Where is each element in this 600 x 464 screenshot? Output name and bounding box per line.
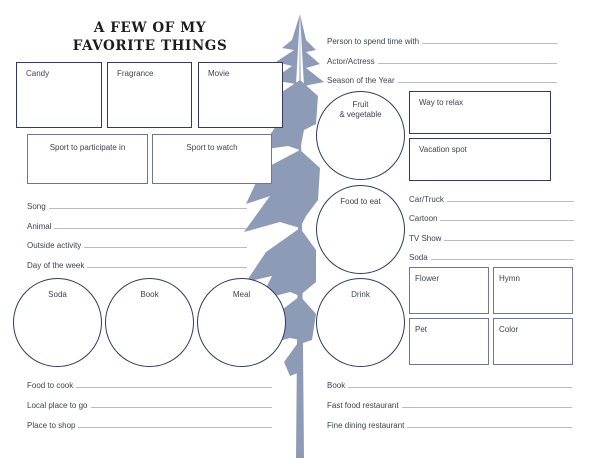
song-rule xyxy=(49,207,247,209)
meal-circle-label: Meal xyxy=(232,290,251,299)
outside-activity-line[interactable] xyxy=(27,238,247,250)
book-line-label: Book xyxy=(327,381,346,390)
color-label: Color xyxy=(499,325,519,334)
local-place-label: Local place to go xyxy=(27,401,88,410)
way-to-relax-label: Way to relax xyxy=(419,98,464,107)
person-rule xyxy=(422,42,557,44)
song-line[interactable] xyxy=(27,199,247,211)
season-label: Season of the Year xyxy=(327,76,395,85)
person-label: Person to spend time with xyxy=(327,37,420,46)
day-of-week-rule xyxy=(87,266,247,268)
hymn-box[interactable] xyxy=(493,267,573,314)
page-title-line2: FAVORITE THINGS xyxy=(72,38,228,54)
fast-food-rule xyxy=(402,406,572,408)
flower-label: Flower xyxy=(415,274,440,283)
place-to-shop-label: Place to shop xyxy=(27,421,76,430)
fine-dining-rule xyxy=(407,426,572,428)
tv-show-label: TV Show xyxy=(409,234,442,243)
candy-label: Candy xyxy=(26,69,50,78)
actor-line[interactable] xyxy=(327,54,557,66)
animal-line[interactable] xyxy=(27,219,247,231)
tv-show-rule xyxy=(444,239,574,241)
way-to-relax-box[interactable] xyxy=(409,91,551,134)
day-of-week-label: Day of the week xyxy=(27,261,85,270)
day-of-week-line[interactable] xyxy=(27,258,247,270)
animal-rule xyxy=(54,227,247,229)
fruit-vegetable-label: Fruit & vegetable xyxy=(339,100,382,119)
soda-rule xyxy=(431,258,574,260)
book-circle-label: Book xyxy=(140,290,159,299)
place-to-shop-rule xyxy=(78,426,272,428)
cartoon-line[interactable] xyxy=(409,211,574,223)
movie-label: Movie xyxy=(208,69,230,78)
fragrance-label: Fragrance xyxy=(117,69,154,78)
book-rule xyxy=(348,386,572,388)
movie-box[interactable] xyxy=(198,62,283,128)
drink-label: Drink xyxy=(351,290,370,299)
outside-activity-rule xyxy=(84,246,247,248)
soda-line-label: Soda xyxy=(409,253,428,262)
season-rule xyxy=(398,81,557,83)
pet-box[interactable] xyxy=(409,318,489,365)
sport-watch-label: Sport to watch xyxy=(186,143,238,152)
food-to-eat-label: Food to eat xyxy=(340,197,381,206)
candy-box[interactable] xyxy=(16,62,102,128)
fine-dining-label: Fine dining restaurant xyxy=(327,421,405,430)
actor-rule xyxy=(378,62,557,64)
food-to-cook-rule xyxy=(76,386,272,388)
drink-circle[interactable] xyxy=(316,278,405,367)
soda-line[interactable] xyxy=(409,250,574,262)
actor-label: Actor/Actress xyxy=(327,57,375,66)
vacation-spot-label: Vacation spot xyxy=(419,145,467,154)
fast-food-label: Fast food restaurant xyxy=(327,401,399,410)
food-to-cook-label: Food to cook xyxy=(27,381,74,390)
car-truck-rule xyxy=(447,200,574,202)
soda-circle[interactable] xyxy=(13,278,102,367)
food-to-cook-line[interactable] xyxy=(27,378,272,390)
pet-label: Pet xyxy=(415,325,428,334)
local-place-rule xyxy=(91,406,273,408)
vacation-spot-box[interactable] xyxy=(409,138,551,181)
tv-show-line[interactable] xyxy=(409,231,574,243)
page-title-line1: A FEW OF MY xyxy=(93,20,207,36)
car-truck-label: Car/Truck xyxy=(409,195,444,204)
animal-label: Animal xyxy=(27,222,52,231)
cartoon-label: Cartoon xyxy=(409,214,438,223)
local-place-line[interactable] xyxy=(27,398,272,410)
sport-watch-box[interactable] xyxy=(152,134,272,184)
sport-participate-box[interactable] xyxy=(27,134,148,184)
color-box[interactable] xyxy=(493,318,573,365)
flower-box[interactable] xyxy=(409,267,489,314)
book-line[interactable] xyxy=(327,378,572,390)
soda-circle-label: Soda xyxy=(48,290,67,299)
season-line[interactable] xyxy=(327,73,557,85)
song-label: Song xyxy=(27,202,46,211)
car-truck-line[interactable] xyxy=(409,192,574,204)
sport-participate-label: Sport to participate in xyxy=(49,143,126,152)
place-to-shop-line[interactable] xyxy=(27,418,272,430)
fruit-vegetable-circle[interactable] xyxy=(316,91,405,180)
fast-food-line[interactable] xyxy=(327,398,572,410)
meal-circle[interactable] xyxy=(197,278,286,367)
book-circle[interactable] xyxy=(105,278,194,367)
fine-dining-line[interactable] xyxy=(327,418,572,430)
outside-activity-label: Outside activity xyxy=(27,241,82,250)
person-line[interactable] xyxy=(327,34,557,46)
fragrance-box[interactable] xyxy=(107,62,192,128)
cartoon-rule xyxy=(440,219,574,221)
hymn-label: Hymn xyxy=(499,274,520,283)
food-to-eat-circle[interactable] xyxy=(316,185,405,274)
